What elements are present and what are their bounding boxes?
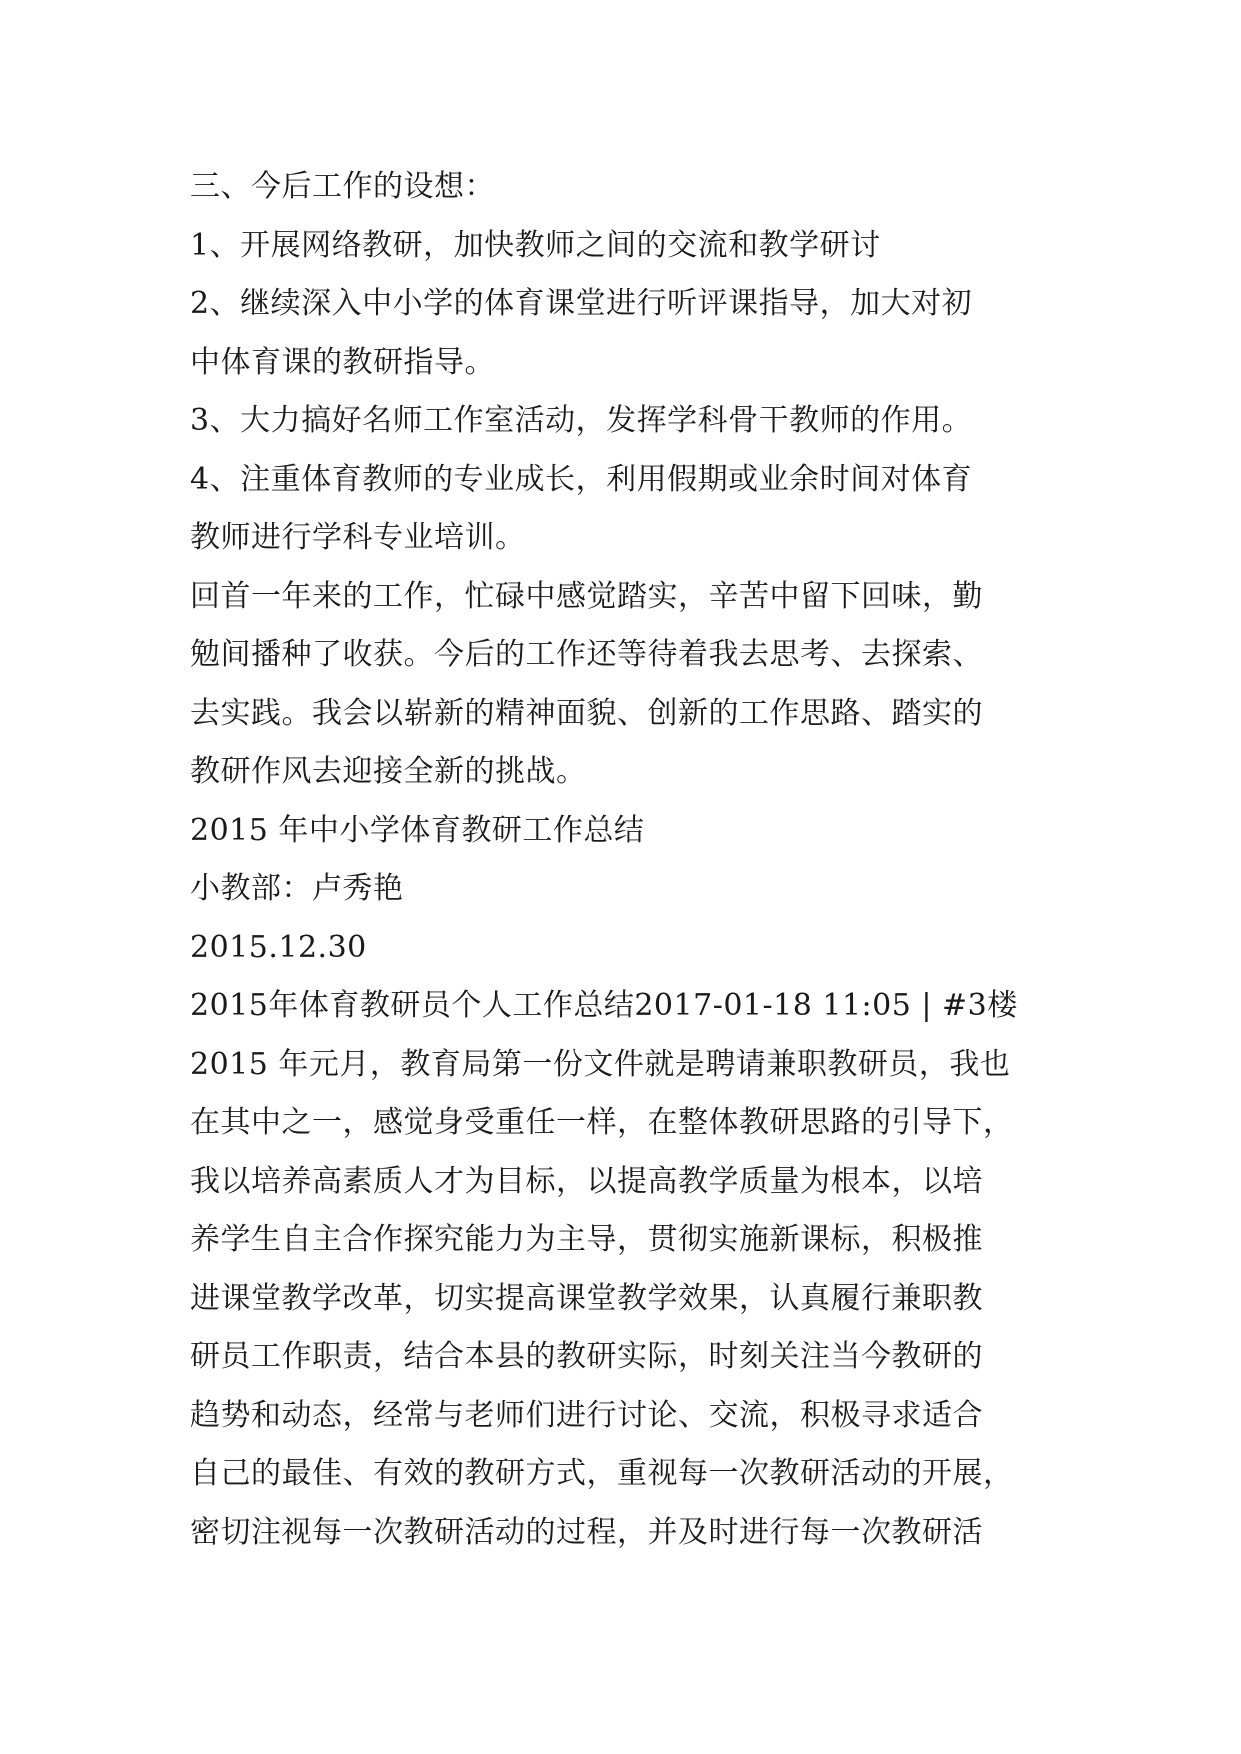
paragraph-line: 密切注视每一次教研活动的过程，并及时进行每一次教研活: [190, 1514, 983, 1550]
list-item-continuation: 教师进行学科专业培训。: [190, 520, 526, 555]
paragraph-line: 我以培养高素质人才为目标，以提高教学质量为根本，以培: [190, 1163, 983, 1199]
paragraph-line: 自己的最佳、有效的教研方式，重视每一次教研活动的开展，: [190, 1456, 1014, 1491]
paragraph-line: 勉间播种了收获。今后的工作还等待着我去思考、去探索、: [190, 637, 983, 672]
list-item: 1、开展网络教研，加快教师之间的交流和教学研讨: [190, 227, 881, 263]
paragraph-line: 养学生自主合作探究能力为主导，贯彻实施新课标，积极推: [190, 1222, 983, 1257]
list-item-continuation: 中体育课的教研指导。: [190, 344, 495, 380]
list-item: 3、大力搞好名师工作室活动，发挥学科骨干教师的作用。: [190, 403, 973, 438]
document-body: [190, 158, 1070, 1562]
paragraph-line: 回首一年来的工作，忙碌中感觉踏实，辛苦中留下回味，勤: [190, 578, 983, 614]
author-line: 小教部：卢秀艳: [190, 871, 404, 906]
paragraph-line: 研员工作职责，结合本县的教研实际，时刻关注当今教研的: [190, 1339, 983, 1374]
document-title: 2015 年中小学体育教研工作总结: [190, 812, 645, 848]
paragraph-line: 去实践。我会以崭新的精神面貌、创新的工作思路、踏实的: [190, 695, 983, 731]
paragraph-line: 进课堂教学改革，切实提高课堂教学效果，认真履行兼职教: [190, 1280, 983, 1316]
date-line: 2015.12.30: [190, 929, 367, 965]
paragraph-line: 趋势和动态，经常与老师们进行讨论、交流，积极寻求适合: [190, 1397, 983, 1433]
section-heading: 三、今后工作的设想：: [190, 169, 495, 204]
post-header-line: 2015年体育教研员个人工作总结2017-01-18 11:05 | #3楼: [190, 988, 1018, 1023]
paragraph-line: 在其中之一，感觉身受重任一样，在整体教研思路的引导下，: [190, 1105, 1014, 1140]
paragraph-line: 教研作风去迎接全新的挑战。: [190, 754, 587, 789]
paragraph-line: 2015 年元月，教育局第一份文件就是聘请兼职教研员，我也: [190, 1046, 1011, 1082]
list-item: 2、继续深入中小学的体育课堂进行听评课指导，加大对初: [190, 286, 973, 321]
list-item: 4、注重体育教师的专业成长，利用假期或业余时间对体育: [190, 461, 973, 497]
